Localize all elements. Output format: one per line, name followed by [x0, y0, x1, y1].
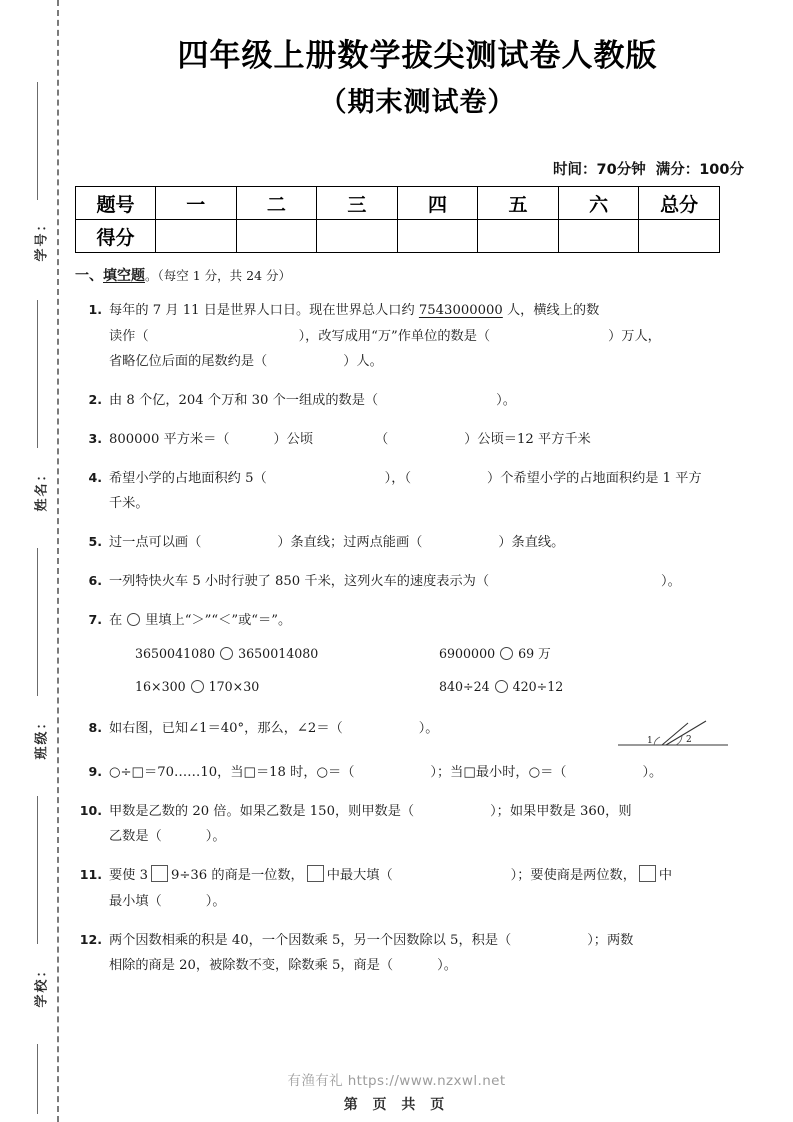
margin-rail-2 [37, 300, 38, 448]
q7-r2-right-b: 420÷12 [512, 679, 564, 695]
comparison-1-right [439, 642, 760, 666]
question-6-body [109, 569, 760, 595]
question-12 [75, 928, 760, 979]
score-cell-3[interactable] [317, 220, 398, 253]
score-cell-5[interactable] [478, 220, 559, 253]
watermark-text: 有渔有礼 https://www.nzxwl.net [287, 1073, 506, 1089]
q3-text-c: （ [375, 431, 389, 447]
score-table-col-3: 三 [317, 187, 398, 220]
question-6-number: 6. [88, 572, 102, 588]
question-10-body [109, 799, 760, 850]
q9-text-b: ）；当□最小时，○＝（ [430, 764, 567, 780]
question-11-line-2 [109, 889, 760, 915]
margin-label-class: 班级： [34, 714, 50, 760]
q8-text-a: 如右图，已知∠1＝40°，那么，∠2＝（ [109, 721, 343, 737]
question-10 [75, 799, 760, 850]
question-11-body [109, 863, 760, 914]
margin-label-student-id: 学号： [34, 216, 50, 262]
question-1-body [109, 298, 760, 375]
page-footer [0, 1069, 793, 1114]
comparison-2-right [439, 675, 760, 699]
question-12-body [109, 928, 760, 979]
q1-text-a: 每年的 7 月 11 日是世界人口日。现在世界总人口约 [109, 303, 419, 318]
q5-text-a: 过一点可以画（ [109, 535, 202, 551]
question-4-number: 4. [88, 469, 102, 485]
question-3-number: 3. [88, 430, 102, 446]
question-9-line-1 [109, 760, 760, 786]
q7-r2-right-a: 840÷24 [439, 679, 490, 695]
question-1-line-1 [109, 298, 760, 324]
question-12-line-2 [109, 953, 760, 979]
question-4 [75, 466, 760, 517]
exam-meta [75, 158, 760, 179]
score-cell-1[interactable] [156, 220, 237, 253]
score-table-col-6: 六 [558, 187, 639, 220]
question-8-number: 8. [88, 720, 102, 736]
q6-text-a: 一列特快火车 5 小时行驶了 850 千米，这列火车的速度表示为（ [109, 573, 490, 589]
margin-dashed-line [57, 0, 59, 1122]
question-9-body [109, 760, 760, 786]
q5-text-c: ）条直线。 [498, 535, 565, 551]
score-table-row-label-1: 得分 [76, 220, 156, 253]
question-1-line-3 [109, 349, 760, 375]
q11-text-e: 中 [658, 868, 673, 884]
q12-text-b: ）；两数 [587, 932, 634, 948]
margin-label-school: 学校： [34, 962, 50, 1008]
q9-text-a: ○÷□＝70……10，当□＝18 时，○＝（ [109, 764, 355, 780]
angle-diagram-figure [614, 718, 732, 754]
section-number: 一、 [75, 268, 103, 284]
q7-r1-left-b: 3650014080 [238, 646, 319, 662]
q3-text-b: ）公顷 [273, 431, 314, 447]
question-1-line-2 [109, 324, 760, 350]
compare-circle-4-icon[interactable] [495, 680, 508, 693]
question-10-line-2 [109, 824, 760, 850]
compare-circle-1-icon[interactable] [220, 647, 233, 660]
q11-digit-box-1[interactable] [151, 865, 168, 882]
exam-total-score: 满分：100分 [655, 162, 744, 178]
question-9-number: 9. [88, 763, 102, 779]
page-number: 第 页 共 页 [343, 1097, 450, 1113]
section-title: 填空题 [103, 268, 145, 284]
question-5-number: 5. [88, 534, 102, 550]
score-table-col-total: 总分 [639, 187, 720, 220]
score-table-col-2: 二 [236, 187, 317, 220]
comparison-2-left [109, 675, 439, 699]
q10-text-d: ）。 [205, 829, 226, 845]
score-table-col-1: 一 [156, 187, 237, 220]
page-title: 四年级上册数学拔尖测试卷人教版 [177, 38, 658, 74]
compare-circle-3-icon[interactable] [191, 680, 204, 693]
question-10-number: 10. [79, 802, 102, 818]
q6-text-b: ）。 [661, 573, 681, 589]
q11-text-f: 最小填（ [109, 893, 162, 909]
score-table-col-5: 五 [478, 187, 559, 220]
score-cell-2[interactable] [236, 220, 317, 253]
q9-text-c: ）。 [642, 764, 663, 780]
margin-rail-3 [37, 548, 38, 696]
q4-text-c: ）个希望小学的占地面积约是 1 平方 [487, 470, 702, 486]
score-table [75, 186, 720, 253]
q1-text-f: 省略亿位后面的尾数约是（ [109, 354, 268, 370]
question-4-body [109, 466, 760, 517]
question-4-line-1 [109, 466, 760, 492]
question-7 [75, 608, 760, 700]
question-2-line-1 [109, 388, 760, 414]
q1-text-c: 读作（ [109, 328, 149, 344]
question-6 [75, 569, 760, 595]
question-6-line-1 [109, 569, 760, 595]
question-3-body [109, 427, 760, 453]
score-cell-4[interactable] [397, 220, 478, 253]
question-11-number: 11. [79, 867, 102, 883]
q10-text-a: 甲数是乙数的 20 倍。如果乙数是 150，则甲数是（ [109, 803, 415, 819]
q2-text-b: ）。 [496, 393, 516, 409]
q7-r2-left-a: 16×300 [135, 679, 186, 695]
q11-digit-box-2[interactable] [307, 865, 324, 882]
q3-text-d: ）公顷＝12 平方千米 [464, 431, 591, 447]
question-5-line-1 [109, 530, 760, 556]
question-2-number: 2. [88, 392, 102, 408]
q4-text-d: 千米。 [109, 496, 149, 512]
margin-rail-4 [37, 796, 38, 944]
q1-text-d: ），改写成用“万”作单位的数是（ [298, 328, 491, 344]
comparison-rows [109, 642, 760, 699]
comparison-row-1 [109, 642, 760, 666]
question-list [75, 298, 760, 979]
q7-r1-left-a: 3650041080 [135, 646, 216, 662]
section-header-fill-in-blank [75, 265, 760, 285]
question-1 [75, 298, 760, 375]
comparison-1-left [109, 642, 439, 666]
q3-text-a: 800000 平方米＝（ [109, 431, 230, 447]
question-1-number: 1. [88, 302, 102, 317]
question-5-body [109, 530, 760, 556]
score-table-col-4: 四 [397, 187, 478, 220]
q7-r1-right-a: 6900000 [439, 646, 496, 662]
question-11 [75, 863, 760, 914]
q7-r1-right-b: 69 万 [518, 646, 551, 662]
question-7-body [109, 608, 760, 700]
q11-text-a: 要使 3 [109, 868, 148, 884]
question-12-number: 12. [79, 931, 102, 947]
margin-rail-1 [37, 82, 38, 200]
question-10-line-1 [109, 799, 760, 825]
q11-text-b: 9÷36 的商是一位数， [170, 868, 304, 884]
score-cell-total[interactable] [639, 220, 720, 253]
q11-text-c: 中最大填（ [326, 868, 393, 884]
q5-text-b: ）条直线；过两点能画（ [277, 535, 423, 551]
q2-text-a: 由 8 个亿，204 个万和 30 个一组成的数是（ [109, 393, 379, 409]
score-table-row-label-0: 题号 [76, 187, 156, 220]
q7-r2-left-b: 170×30 [208, 679, 260, 695]
question-11-line-1 [109, 863, 760, 889]
question-3-line-1 [109, 427, 760, 453]
q12-text-c: 相除的商是 20，被除数不变，除数乘 5，商是（ [109, 958, 394, 974]
question-9 [75, 760, 760, 786]
exam-page [75, 0, 760, 1122]
q10-text-c: 乙数是（ [109, 829, 162, 845]
table-row-question-numbers [76, 187, 720, 220]
angle-label-2: 2 [686, 735, 692, 746]
q11-text-g: ）。 [205, 893, 226, 909]
q10-text-b: ）；如果甲数是 360，则 [490, 803, 632, 819]
q11-text-d: ）；要使商是两位数， [510, 868, 636, 884]
circle-blank-icon[interactable] [127, 613, 140, 626]
question-8-body [109, 716, 760, 747]
exam-duration: 时间：70分钟 [553, 162, 646, 178]
question-8 [75, 716, 760, 747]
q1-text-b: 人，横线上的数 [502, 303, 600, 318]
comparison-row-2 [109, 675, 760, 699]
q1-text-g: ）人。 [343, 354, 383, 370]
question-2 [75, 388, 760, 414]
question-7-number: 7. [88, 611, 102, 627]
q4-text-a: 希望小学的占地面积约 5（ [109, 470, 267, 486]
q1-underlined-number: 7543000000 [418, 303, 503, 318]
q8-text-b: ）。 [418, 721, 439, 737]
q12-text-d: ）。 [437, 958, 457, 974]
question-12-line-1 [109, 928, 760, 954]
margin-label-name: 姓名： [34, 466, 50, 512]
angle-label-1: 1 [647, 736, 653, 747]
question-2-body [109, 388, 760, 414]
question-4-line-2 [109, 491, 760, 517]
question-3 [75, 427, 760, 453]
question-7-prompt: 在 里填上“＞”“＜”或“＝”。 [109, 612, 292, 628]
compare-circle-2-icon[interactable] [500, 647, 513, 660]
page-subtitle: （期末测试卷） [319, 86, 516, 118]
q1-text-e: ）万人， [608, 328, 661, 344]
q12-text-a: 两个因数相乘的积是 40，一个因数乘 5，另一个因数除以 5，积是（ [109, 932, 512, 948]
q11-digit-box-3[interactable] [639, 865, 656, 882]
table-row-scores [76, 220, 720, 253]
q4-text-b: ），（ [384, 470, 412, 486]
score-cell-6[interactable] [558, 220, 639, 253]
question-5 [75, 530, 760, 556]
section-points: 。（每空 1 分，共 24 分） [145, 268, 292, 283]
